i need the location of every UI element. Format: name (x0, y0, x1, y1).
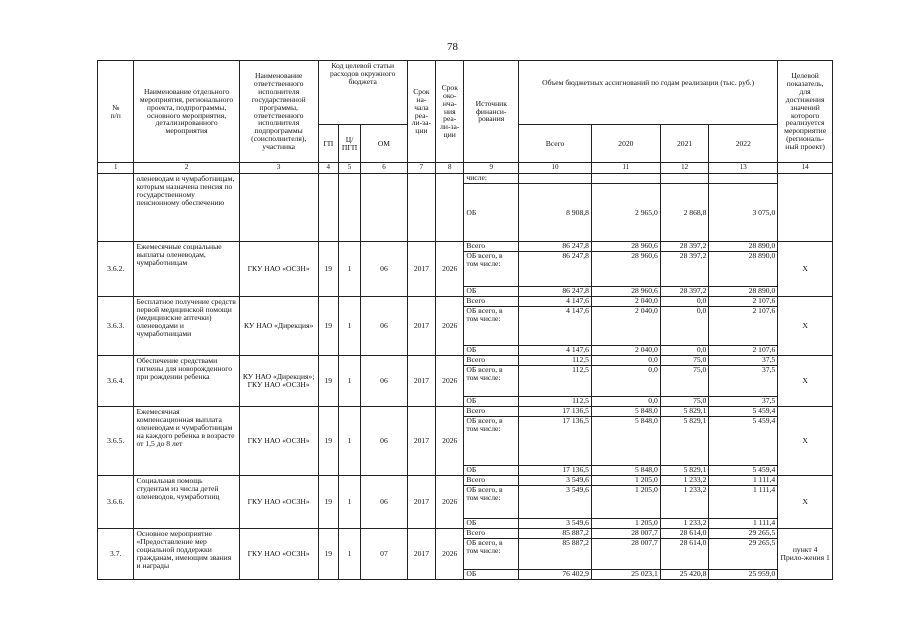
row-start: 2017 (407, 242, 435, 297)
row-name: Ежемесячные социальные выплаты оленеводам, чумработницам (134, 242, 239, 297)
row-pgp: 1 (338, 242, 360, 297)
row-2020-cell (591, 297, 660, 356)
row-2022: 37,5 (761, 355, 776, 364)
header-total: Всего (519, 125, 592, 163)
row-2022: 28 890,0 (709, 251, 777, 286)
row-2020-cell (591, 529, 660, 580)
continuation-2021: 2 868,8 (661, 183, 709, 241)
row-target: Х (778, 476, 833, 529)
header-2022: 2022 (709, 125, 778, 163)
row-source: Всего (466, 406, 486, 415)
row-executor: ГКУ НАО «ОСЗН» (239, 529, 318, 580)
row-2020: 2 040,0 (635, 296, 658, 305)
row-total: 17 136,5 (519, 465, 591, 475)
column-index: 5 (338, 163, 360, 174)
row-source: Всего (466, 355, 486, 364)
column-index-row (98, 163, 833, 174)
row-2022: 37,5 (709, 396, 777, 406)
row-total: 85 887,2 (519, 538, 591, 569)
row-2021: 0,0 (661, 345, 709, 355)
row-executor: ГКУ НАО «ОСЗН» (239, 407, 318, 476)
row-gp: 19 (318, 476, 338, 529)
table-row (98, 529, 833, 580)
row-target: Х (778, 242, 833, 297)
row-source-cell (464, 356, 519, 407)
column-index: 4 (318, 163, 338, 174)
header-2020: 2020 (591, 125, 660, 163)
row-2021: 75,0 (693, 355, 707, 364)
row-end: 2026 (436, 529, 464, 580)
row-2022: 2 107,6 (709, 345, 777, 355)
header-end: Срок око-нча-ния реа-ли-за-ции (436, 61, 464, 163)
column-index: 1 (98, 163, 134, 174)
continuation-total: 8 908,8 (519, 183, 591, 241)
row-name: Ежемесячная компенсационная выплата оленеводам и чумработницам на каждого ребенка в возрасте от 1,5 до 8 лет (134, 407, 239, 476)
row-total: 112,5 (519, 396, 591, 406)
row-om: 06 (361, 356, 408, 407)
row-2020: 25 023,1 (592, 569, 660, 579)
header-name: Наименование отдельного мероприятия, регионального проекта, подпрограммы, основного мероприятия, детализированного мероприятия (134, 61, 239, 163)
header-code-group: Код целевой статьи расходов окружного бюджета (318, 61, 407, 125)
continuation-name: оленеводам и чумработницам, которым назначена пенсия по государственному пенсионному обеспечению (134, 174, 239, 242)
column-index: 12 (660, 163, 709, 174)
row-2020: 2 040,0 (592, 345, 660, 355)
row-total: 3 549,6 (519, 485, 591, 518)
continuation-row (98, 174, 833, 242)
row-total: 86 247,8 (519, 251, 591, 286)
row-total: 112,5 (519, 365, 591, 396)
row-2021: 25 420,8 (661, 569, 709, 579)
row-total-cell (519, 407, 592, 476)
row-source: ОБ (464, 396, 518, 406)
row-2022-cell (709, 529, 778, 580)
row-total: 17 136,5 (519, 416, 591, 465)
row-pgp: 1 (338, 529, 360, 580)
row-source-cell (464, 529, 519, 580)
row-2021-cell (660, 529, 709, 580)
row-source: ОБ (464, 345, 518, 355)
row-target: пункт 4 Прило-жения 1 (778, 529, 833, 580)
header-2021: 2021 (660, 125, 709, 163)
row-2022: 28 890,0 (709, 286, 777, 296)
row-executor: ГКУ НАО «ОСЗН» (239, 476, 318, 529)
row-2022: 28 890,0 (748, 241, 776, 250)
column-index: 2 (134, 163, 239, 174)
row-name: Обеспечение средствами гигиены для новорожденного при рождении ребенка (134, 356, 239, 407)
row-gp: 19 (318, 297, 338, 356)
row-2020: 28 960,6 (592, 251, 660, 286)
row-total: 4 147,6 (566, 296, 589, 305)
row-2021: 28 397,2 (661, 251, 709, 286)
row-number: 3.6.5. (98, 407, 134, 476)
row-2020: 0,0 (648, 355, 658, 364)
row-om: 06 (361, 476, 408, 529)
row-gp: 19 (318, 407, 338, 476)
row-pgp: 1 (338, 476, 360, 529)
row-total: 3 549,6 (566, 475, 589, 484)
row-2022: 1 111,4 (753, 475, 776, 484)
row-2022: 29 265,5 (709, 538, 777, 569)
row-source: ОБ всего, в том числе: (464, 416, 518, 465)
row-2020: 5 848,0 (635, 406, 658, 415)
row-number: 3.6.4. (98, 356, 134, 407)
row-2020-cell (591, 476, 660, 529)
row-total-cell (519, 529, 592, 580)
row-2021-cell (660, 476, 709, 529)
row-2021: 1 233,2 (661, 518, 709, 528)
row-start: 2017 (407, 476, 435, 529)
row-2021: 28 397,2 (661, 286, 709, 296)
row-source: ОБ (464, 518, 518, 528)
row-source: ОБ всего, в том числе: (464, 538, 518, 569)
row-2022-cell (709, 242, 778, 297)
row-2020: 5 848,0 (592, 465, 660, 475)
column-index: 10 (519, 163, 592, 174)
table-row (98, 407, 833, 476)
row-gp: 19 (318, 356, 338, 407)
row-2021: 28 397,2 (679, 241, 707, 250)
budget-table (97, 60, 833, 580)
row-2021-cell (660, 356, 709, 407)
row-2021: 75,0 (661, 365, 709, 396)
row-source-cell (464, 407, 519, 476)
header-om: ОМ (361, 125, 408, 163)
row-start: 2017 (407, 407, 435, 476)
row-2021: 0,0 (661, 306, 709, 345)
page-number: 78 (447, 41, 458, 53)
row-end: 2026 (436, 242, 464, 297)
row-number: 3.7. (98, 529, 134, 580)
row-2020: 28 960,6 (631, 241, 658, 250)
row-target: Х (778, 407, 833, 476)
row-executor: КУ НАО «Дирекция» (239, 297, 318, 356)
row-start: 2017 (407, 356, 435, 407)
row-source: ОБ всего, в том числе: (464, 365, 518, 396)
row-2020: 0,0 (592, 365, 660, 396)
row-source-cell (464, 242, 519, 297)
header-num: № п/п (98, 61, 134, 163)
row-total-cell (519, 356, 592, 407)
row-2020: 28 007,7 (592, 538, 660, 569)
row-2022: 5 459,4 (709, 465, 777, 475)
row-total: 76 402,9 (519, 569, 591, 579)
row-source: ОБ (464, 465, 518, 475)
row-om: 06 (361, 242, 408, 297)
continuation-2020: 2 965,0 (592, 183, 660, 241)
row-2021: 1 233,2 (683, 475, 707, 484)
row-2020: 1 205,0 (592, 518, 660, 528)
row-2022: 29 265,5 (748, 528, 776, 537)
row-pgp: 1 (338, 297, 360, 356)
row-om: 06 (361, 297, 408, 356)
row-source: ОБ (464, 286, 518, 296)
row-source: ОБ всего, в том числе: (464, 485, 518, 518)
row-total: 112,5 (572, 355, 589, 364)
row-total-cell (519, 242, 592, 297)
row-start: 2017 (407, 297, 435, 356)
row-2020: 0,0 (592, 396, 660, 406)
row-total-cell (519, 297, 592, 356)
row-end: 2026 (436, 356, 464, 407)
table-row (98, 297, 833, 356)
row-2021-cell (660, 407, 709, 476)
row-total: 86 247,8 (562, 241, 589, 250)
row-2021: 75,0 (661, 396, 709, 406)
row-2020-cell (591, 407, 660, 476)
row-2020: 28 960,6 (592, 286, 660, 296)
row-2022: 2 107,6 (709, 306, 777, 345)
row-2022: 37,5 (709, 365, 777, 396)
column-index: 11 (591, 163, 660, 174)
row-2021-cell (660, 242, 709, 297)
row-total: 85 887,2 (562, 528, 589, 537)
row-source: ОБ всего, в том числе: (464, 306, 518, 345)
row-total: 86 247,8 (519, 286, 591, 296)
row-number: 3.6.2. (98, 242, 134, 297)
column-index: 9 (464, 163, 519, 174)
row-source: Всего (466, 475, 486, 484)
header-start: Срок на-чала реа-ли-за-ции (407, 61, 435, 163)
column-index: 13 (709, 163, 778, 174)
row-number: 3.6.6. (98, 476, 134, 529)
row-target: Х (778, 297, 833, 356)
continuation-2022: 3 075,0 (709, 183, 777, 241)
row-2021: 28 614,0 (679, 528, 707, 537)
row-2022: 1 111,4 (709, 485, 777, 518)
row-total: 3 549,6 (519, 518, 591, 528)
column-index: 3 (239, 163, 318, 174)
row-2022-cell (709, 356, 778, 407)
header-target: Целевой показатель, для достижения значений которого реализуется мероприятие (региональ-ный проект) (778, 61, 833, 163)
row-pgp: 1 (338, 356, 360, 407)
row-number: 3.6.3. (98, 297, 134, 356)
continuation-source: ОБ (464, 183, 518, 241)
row-source: Всего (466, 241, 486, 250)
row-gp: 19 (318, 242, 338, 297)
table-row (98, 242, 833, 297)
header-source: Источник финанси-рования (464, 61, 519, 163)
column-index: 8 (436, 163, 464, 174)
row-source-cell (464, 297, 519, 356)
header-volume-group: Объем бюджетных ассигнований по годам реализации (тыс. руб.) (519, 61, 778, 125)
row-om: 06 (361, 407, 408, 476)
row-2021: 1 233,2 (661, 485, 709, 518)
row-name: Бесплатное получение средств первой медицинской помощи (медицинские аптечки) оленеводами и чумработницами (134, 297, 239, 356)
row-pgp: 1 (338, 407, 360, 476)
row-2021: 5 829,1 (661, 465, 709, 475)
row-end: 2026 (436, 476, 464, 529)
row-start: 2017 (407, 529, 435, 580)
row-2020-cell (591, 242, 660, 297)
row-2021: 28 614,0 (661, 538, 709, 569)
row-2021: 5 829,1 (661, 416, 709, 465)
row-source: Всего (466, 296, 486, 305)
row-total: 4 147,6 (519, 345, 591, 355)
row-2022-cell (709, 476, 778, 529)
table-row (98, 356, 833, 407)
row-2020: 28 007,7 (631, 528, 658, 537)
column-index: 6 (361, 163, 408, 174)
row-2022-cell (709, 297, 778, 356)
row-source: ОБ (464, 569, 518, 579)
row-name: Основное мероприятие «Предоставление мер социальной поддержки гражданам, имеющим звания и награды (134, 529, 239, 580)
row-source: Всего (466, 528, 486, 537)
row-om: 07 (361, 529, 408, 580)
row-2022: 5 459,4 (709, 416, 777, 465)
row-2020-cell (591, 356, 660, 407)
row-2022-cell (709, 407, 778, 476)
row-end: 2026 (436, 297, 464, 356)
row-total: 4 147,6 (519, 306, 591, 345)
row-2020: 2 040,0 (592, 306, 660, 345)
row-source: ОБ всего, в том числе: (464, 251, 518, 286)
row-2022: 25 959,0 (709, 569, 777, 579)
header-executor: Наименование ответственного исполнителя государственной программы, ответственного исполнителя подпрограммы (соисполнителя), участника (239, 61, 318, 163)
row-executor: ГКУ НАО «ОСЗН» (239, 242, 318, 297)
header-pgp: Ц/ ПГП (338, 125, 360, 163)
row-2021: 0,0 (696, 296, 707, 305)
row-source-cell (464, 476, 519, 529)
row-2022: 2 107,6 (752, 296, 776, 305)
row-total: 17 136,5 (562, 406, 589, 415)
row-2020: 5 848,0 (592, 416, 660, 465)
column-index: 14 (778, 163, 833, 174)
row-end: 2026 (436, 407, 464, 476)
row-2021: 5 829,1 (683, 406, 707, 415)
row-2020: 1 205,0 (635, 475, 658, 484)
column-index: 7 (407, 163, 435, 174)
row-2022: 5 459,4 (752, 406, 776, 415)
row-target: Х (778, 356, 833, 407)
row-name: Социальная помощь студентам из числа детей оленеводов, чумработниц (134, 476, 239, 529)
row-2020: 1 205,0 (592, 485, 660, 518)
table-row (98, 476, 833, 529)
row-gp: 19 (318, 529, 338, 580)
row-2022: 1 111,4 (709, 518, 777, 528)
row-2021-cell (660, 297, 709, 356)
row-total-cell (519, 476, 592, 529)
row-executor: КУ НАО «Дирекция»; ГКУ НАО «ОСЗН» (239, 356, 318, 407)
continuation-source-top: числе: (466, 173, 487, 182)
header-gp: ГП (318, 125, 338, 163)
